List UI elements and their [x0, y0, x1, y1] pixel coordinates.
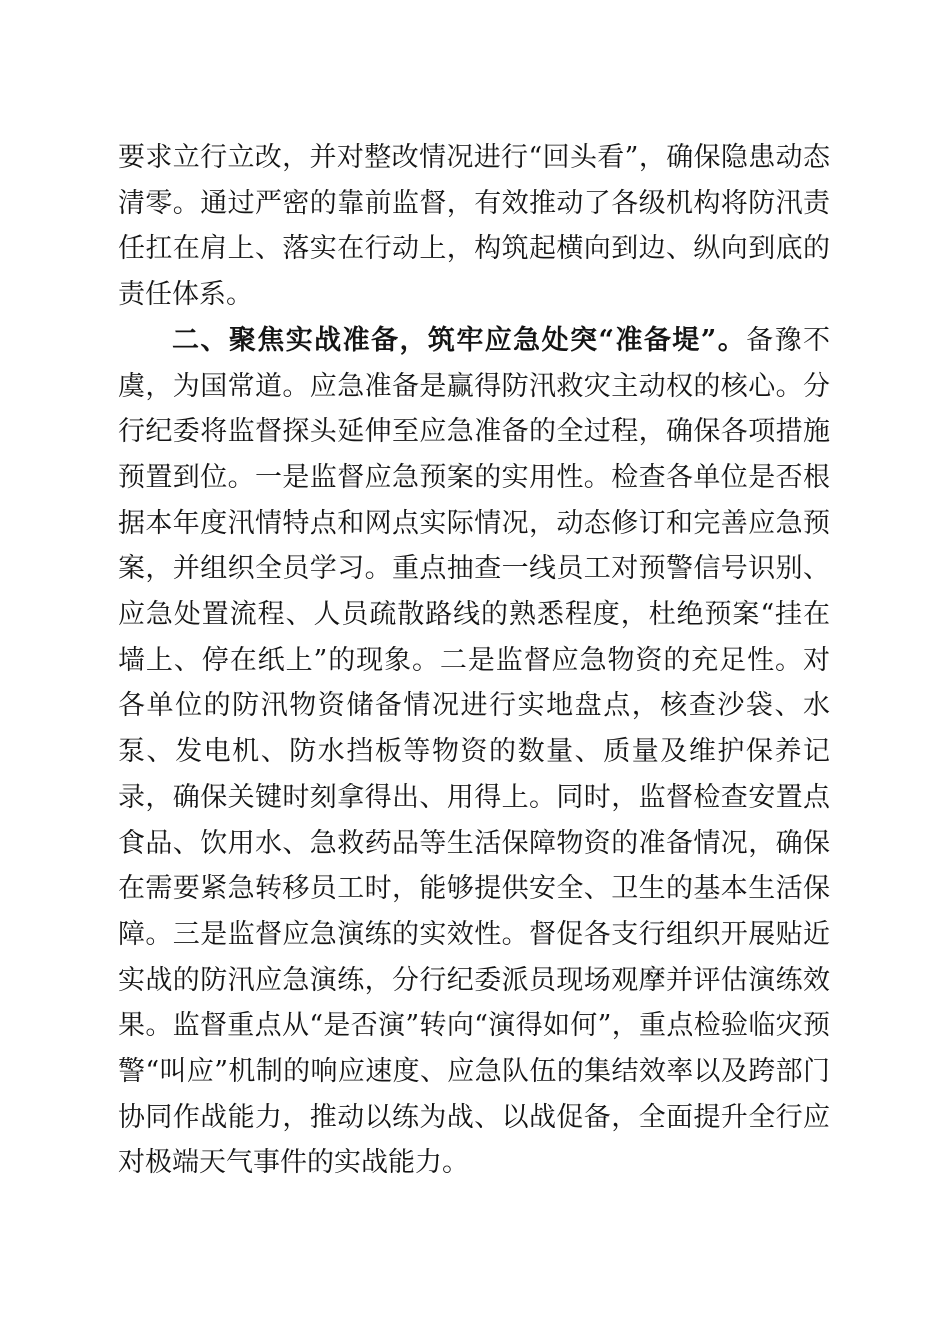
paragraph-responsibility-system: 要求立行立改，并对整改情况进行“回头看”，确保隐患动态清零。通过严密的靠前监督，有效推动了各级机构将防汛责任扛在肩上、落实在行动上，构筑起横向到边、纵向到底的责任体系。	[118, 142, 830, 311]
document-body	[118, 135, 830, 1186]
section-two-body: 备豫不虞，为国常道。应急准备是赢得防汛救灾主动权的核心。分行纪委将监督探头延伸至应急准备的全过程，确保各项措施预置到位。一是监督应急预案的实用性。检查各单位是否根据本年度汛情特点和网点实际情况，动态修订和完善应急预案，并组织全员学习。重点抽查一线员工对预警信号识别、应急处置流程、人员疏散路线的熟悉程度，杜绝预案“挂在墙上、停在纸上”的现象。二是监督应急物资的充足性。对各单位的防汛物资储备情况进行实地盘点，核查沙袋、水泵、发电机、防水挡板等物资的数量、质量及维护保养记录，确保关键时刻拿得出、用得上。同时，监督检查安置点食品、饮用水、急救药品等生活保障物资的准备情况，确保在需要紧急转移员工时，能够提供安全、卫生的基本生活保障。三是监督应急演练的实效性。督促各支行组织开展贴近实战的防汛应急演练，分行纪委派员现场观摩并评估演练效果。监督重点从“是否演”转向“演得如何”，重点检验临灾预警“叫应”机制的响应速度、应急队伍的集结效率以及跨部门协同作战能力，推动以练为战、以战促备，全面提升全行应对极端天气事件的实战能力。	[118, 324, 831, 1179]
section-two-heading: 二、聚焦实战准备，筑牢应急处突“准备堤”。	[172, 324, 747, 356]
paragraph-section-two	[118, 318, 830, 1186]
